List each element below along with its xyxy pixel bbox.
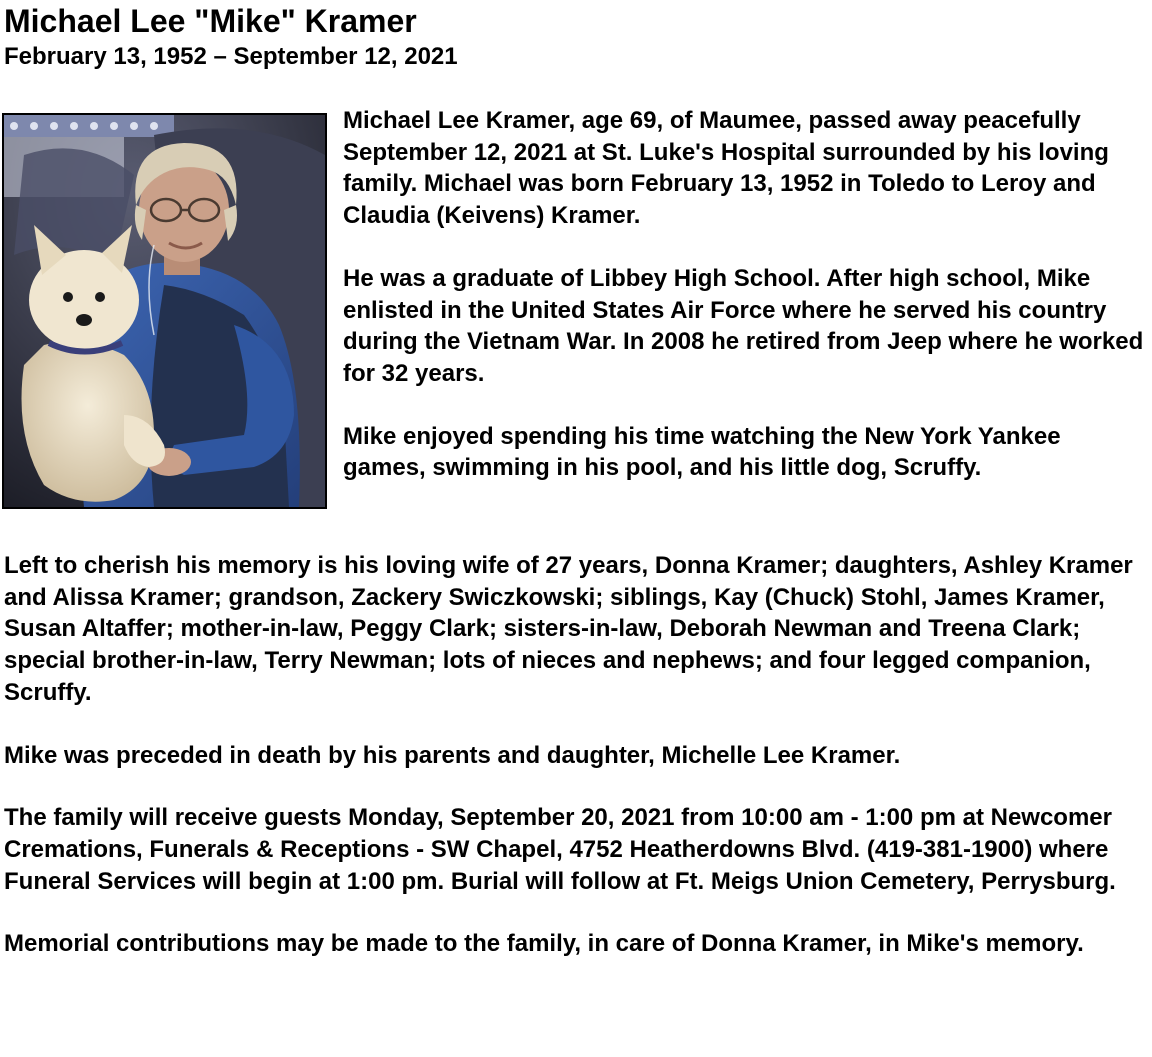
- obituary-details: [4, 550, 1148, 960]
- paragraph-biography: Michael Lee Kramer, age 69, of Maumee, passed away peacefully September 12, 2021 at St. Luke's Hospital surrounded by his loving family. Michael was born February 13, 1952 in Toledo to Leroy and Claudia (Keivens) Kramer.: [343, 107, 1109, 230]
- portrait-photo: [2, 113, 327, 509]
- paragraph-education-service: He was a graduate of Libbey High School. After high school, Mike enlisted in the United States Air Force where he served his country during the Vietnam War. In 2008 he retired from Jeep where he worked for 32 years.: [343, 264, 1144, 387]
- paragraph-survivors: Left to cherish his memory is his loving wife of 27 years, Donna Kramer; daughters, Ashley Kramer and Alissa Kramer; grandson, Zackery Swiczkowski; siblings, Kay (Chuck) Stohl, James Kramer, Susan Altaffer; mother-in-law, Peggy Clark; sisters-in-law, Deborah Newman and Treena Clark; special brother-in-law, Terry Newman; lots of nieces and nephews; and four legged companion, Scruffy.: [4, 552, 1133, 706]
- obituary-intro: [343, 105, 1148, 484]
- paragraph-hobbies: Mike enjoyed spending his time watching the New York Yankee games, swimming in his pool, and his little dog, Scruffy.: [343, 422, 1061, 482]
- paragraph-memorial: Memorial contributions may be made to the family, in care of Donna Kramer, in Mike's memory.: [4, 930, 1084, 958]
- paragraph-services: The family will receive guests Monday, September 20, 2021 from 10:00 am - 1:00 pm at Newcomer Cremations, Funerals & Receptions - SW Chapel, 4752 Heatherdowns Blvd. (419-381-1900) where Funeral Services will begin at 1:00 pm. Burial will follow at Ft. Meigs Union Cemetery, Perrysburg.: [4, 804, 1116, 895]
- life-dates: February 13, 1952 – September 12, 2021: [4, 43, 458, 70]
- paragraph-preceded: Mike was preceded in death by his parents and daughter, Michelle Lee Kramer.: [4, 741, 901, 769]
- portrait-photo-icon: [4, 115, 325, 507]
- obituary-name: Michael Lee "Mike" Kramer: [4, 3, 417, 39]
